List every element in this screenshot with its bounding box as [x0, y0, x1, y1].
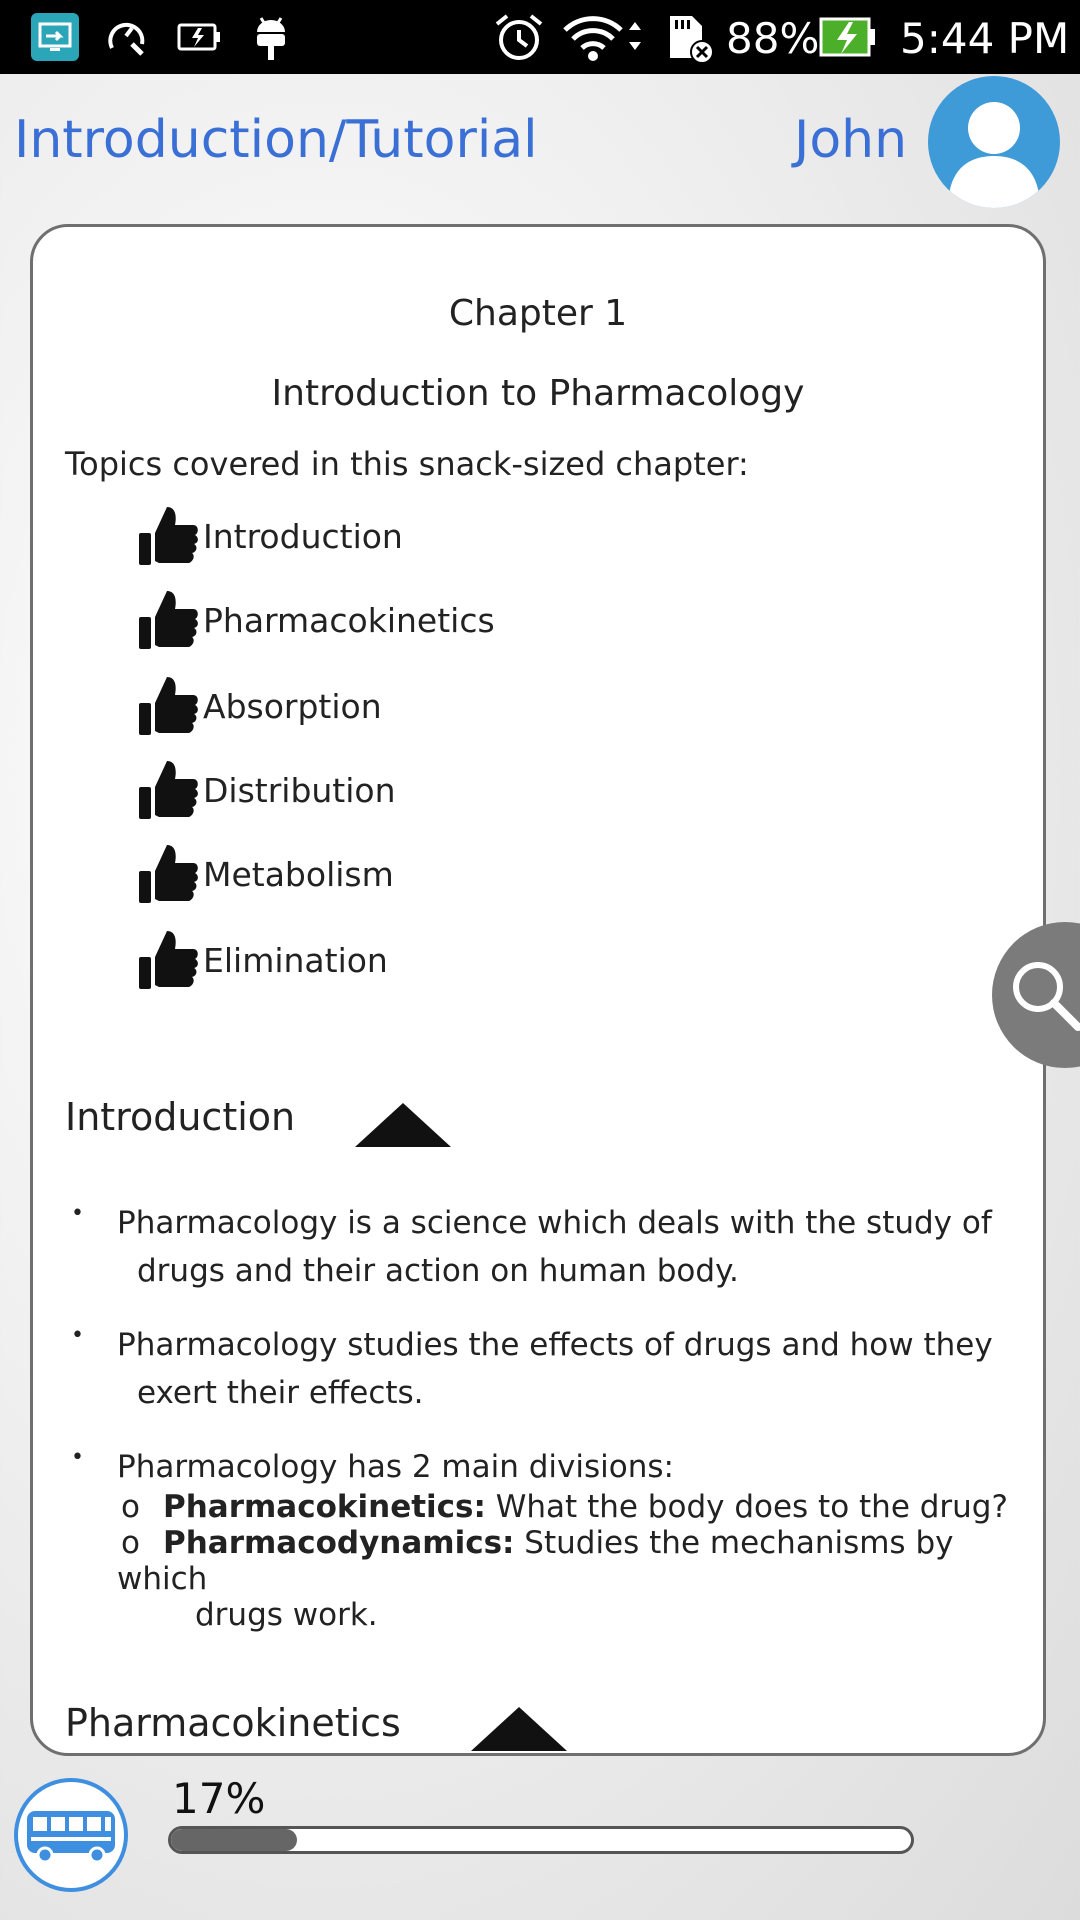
topic-item-absorption[interactable]: [137, 673, 382, 739]
sub-item-text: Studies the mechanisms by which: [117, 1525, 954, 1597]
section-title-introduction: Introduction: [65, 1095, 296, 1139]
topic-label: Elimination: [203, 940, 388, 980]
thumbs-up-icon: [137, 927, 199, 993]
sub-item-term: Pharmacokinetics:: [163, 1489, 486, 1525]
topics-heading: Topics covered in this snack-sized chapter:: [65, 445, 749, 483]
topic-item-distribution[interactable]: [137, 757, 396, 823]
search-icon: [1008, 957, 1080, 1033]
collapse-triangle-icon[interactable]: [467, 1701, 571, 1755]
sub-item-text: What the body does to the drug?: [485, 1489, 1008, 1525]
thumbs-up-icon: [137, 503, 199, 569]
topic-label: Metabolism: [203, 854, 394, 894]
sub-item-pharmacokinetics: [117, 1489, 1017, 1525]
user-name[interactable]: John: [794, 110, 908, 170]
progress-fill: [171, 1829, 297, 1851]
bullet-dot: •: [71, 1323, 84, 1348]
clock-time: 5:44 PM: [900, 14, 1070, 63]
sd-card-error-icon: [662, 10, 716, 64]
topic-item-introduction[interactable]: [137, 503, 403, 569]
section-title-pharmacokinetics: Pharmacokinetics: [65, 1701, 401, 1745]
bullet-line: exert their effects.: [137, 1375, 424, 1411]
sub-item-term: Pharmacodynamics:: [163, 1525, 515, 1561]
bullet-text: [117, 1199, 997, 1295]
bullet-text: [117, 1443, 997, 1491]
thumbs-up-icon: [137, 757, 199, 823]
user-avatar-icon[interactable]: [928, 76, 1060, 208]
bullet-line: Pharmacology studies the effects of drugs and how they: [117, 1327, 993, 1363]
bullet-text: [117, 1321, 997, 1417]
bullet-line: Pharmacology has 2 main divisions:: [117, 1449, 674, 1485]
android-debug-icon: [244, 10, 298, 64]
sub-item-pharmacodynamics: [117, 1525, 1017, 1633]
thumbs-up-icon: [137, 841, 199, 907]
topic-label: Absorption: [203, 686, 382, 726]
bus-button[interactable]: [14, 1778, 128, 1892]
battery-saver-icon: [172, 10, 226, 64]
battery-percent: 88%: [726, 14, 820, 63]
bullet-dot: •: [71, 1201, 84, 1226]
sub-item-marker: o: [121, 1489, 140, 1525]
progress-label: 17%: [172, 1774, 266, 1823]
topic-label: Distribution: [203, 770, 396, 810]
topic-item-metabolism[interactable]: [137, 841, 394, 907]
chapter-title: Introduction to Pharmacology: [271, 373, 805, 414]
page-title: Introduction/Tutorial: [14, 110, 538, 170]
battery-charging-icon: [818, 10, 878, 64]
alarm-icon: [492, 10, 546, 64]
topic-label: Pharmacokinetics: [203, 600, 495, 640]
collapse-triangle-icon[interactable]: [351, 1097, 455, 1151]
thumbs-up-icon: [137, 673, 199, 739]
bullet-line: Pharmacology is a science which deals with the study of: [117, 1205, 992, 1241]
topic-item-pharmacokinetics[interactable]: [137, 587, 495, 653]
bullet-dot: •: [71, 1445, 84, 1470]
bullet-line: drugs and their action on human body.: [137, 1253, 739, 1289]
topic-item-elimination[interactable]: [137, 927, 388, 993]
status-bar: [0, 0, 1080, 74]
chapter-card[interactable]: [30, 224, 1046, 1756]
bus-icon: [25, 1805, 117, 1865]
sub-item-marker: o: [121, 1525, 140, 1561]
thumbs-up-icon: [137, 587, 199, 653]
progress-bar: [168, 1826, 914, 1854]
screen-mirror-icon: [28, 10, 82, 64]
wifi-icon: [560, 10, 642, 64]
topic-label: Introduction: [203, 516, 403, 556]
sub-item-text-wrap: drugs work.: [195, 1597, 378, 1633]
speed-wrench-icon: [100, 10, 154, 64]
chapter-number: Chapter 1: [448, 293, 628, 334]
